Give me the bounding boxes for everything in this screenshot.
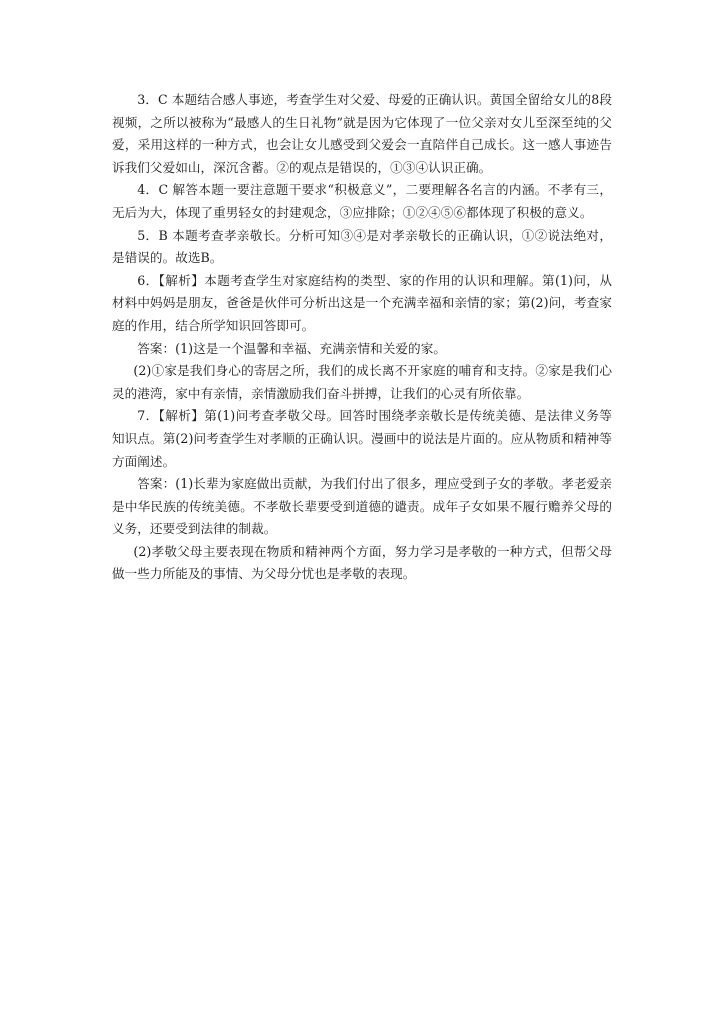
answer-item-6-answer-2: (2)①家是我们身心的寄居之所，我们的成长离不开家庭的哺育和支持。②家是我们心灵的港湾，家中有亲情，亲情激励我们奋斗拼搏，让我们的心灵有所依靠。 <box>112 363 612 401</box>
answer-text-block <box>112 89 612 586</box>
answer-item-6-analysis: 6．【解析】本题考查学生对家庭结构的类型、家的作用的认识和理解。第(1)问，从材料中妈妈是朋友，爸爸是伙伴可分析出这是一个充满幸福和亲情的家；第(2)问，考查家庭的作用，结合所学知识回答即可。 <box>112 272 612 333</box>
answer-item-7-answer-2: (2)孝敬父母主要表现在物质和精神两个方面，努力学习是孝敬的一种方式，但帮父母做一些力所能及的事情、为父母分忧也是孝敬的表现。 <box>112 543 612 582</box>
answer-item-7-answer-1: 答案：(1)长辈为家庭做出贡献，为我们付出了很多，理应受到子女的孝敬。孝老爱亲是中华民族的传统美德。不孝敬长辈要受到道德的谴责。成年子女如果不履行赡养父母的义务，还要受到法律的制裁。 <box>112 476 612 537</box>
answer-item-3: 3．C 本题结合感人事迹，考查学生对父爱、母爱的正确认识。黄国全留给女儿的8段视频，之所以被称为“最感人的生日礼物”就是因为它体现了一位父亲对女儿至深至纯的父爱，采用这样的一种方式，也会让女儿感受到父爱会一直陪伴自己成长。这一感人事迹告诉我们父爱如山，深沉含蓄。②的观点是错误的，①③④认识正确。 <box>112 92 612 175</box>
answer-item-6-answer-1: 答案：(1)这是一个温馨和幸福、充满亲情和关爱的家。 <box>137 340 446 356</box>
answer-item-5: 5．B 本题考查孝亲敬长。分析可知③④是对孝亲敬长的正确认识，①②说法绝对，是错误的。故选B。 <box>112 227 612 266</box>
answer-item-7-analysis: 7．【解析】第(1)问考查孝敬父母。回答时围绕孝亲敬长是传统美德、是法律义务等知识点。第(2)问考查学生对孝顺的正确认识。漫画中的说法是片面的。应从物质和精神等方面阐述。 <box>112 408 612 469</box>
answer-item-4: 4．C 解答本题一要注意题干要求“积极意义”，二要理解各名言的内涵。不孝有三，无后为大，体现了重男轻女的封建观念，③应排除；①②④⑤⑥都体现了积极的意义。 <box>112 182 612 220</box>
